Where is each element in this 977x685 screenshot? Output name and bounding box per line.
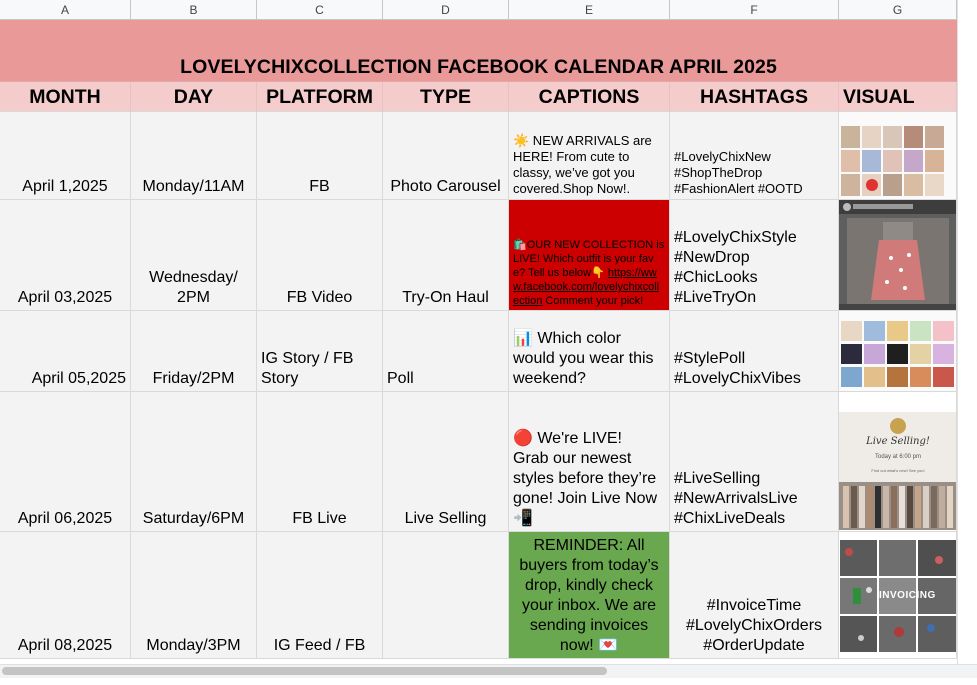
header-hashtags[interactable]: HASHTAGS bbox=[670, 82, 839, 112]
column-header-c[interactable]: C bbox=[257, 0, 383, 20]
caption-text: REMINDER: All buyers from today’s drop, kindly check your inbox. We are sending invoices now! 💌 bbox=[519, 537, 659, 654]
month-text: April 03,2025 bbox=[17, 289, 113, 306]
hashtags-text: #StylePoll #LovelyChixVibes bbox=[674, 350, 801, 387]
platform-text: FB bbox=[309, 178, 330, 195]
cell-month[interactable] bbox=[0, 532, 131, 659]
cell-platform[interactable] bbox=[257, 200, 383, 311]
day-text: Monday/3PM bbox=[146, 637, 241, 654]
cell-caption[interactable] bbox=[509, 311, 670, 392]
type-text: Live Selling bbox=[404, 510, 487, 527]
platform-text: IG Feed / FB bbox=[273, 637, 366, 654]
try-on-video-image bbox=[839, 200, 957, 311]
header-captions[interactable]: CAPTIONS bbox=[509, 82, 670, 112]
cell-platform[interactable] bbox=[257, 112, 383, 200]
cell-type[interactable] bbox=[383, 311, 509, 392]
live-selling-poster bbox=[839, 412, 957, 530]
column-header-a[interactable]: A bbox=[0, 0, 131, 20]
type-text: Try-On Haul bbox=[402, 289, 489, 306]
cell-hashtags[interactable] bbox=[670, 311, 839, 392]
cell-day[interactable] bbox=[131, 311, 257, 392]
hashtags-text: #LovelyChixStyle #NewDrop #ChicLooks #LiveTryOn bbox=[674, 229, 797, 306]
cell-platform[interactable] bbox=[257, 311, 383, 392]
day-text: Wednesday/ 2PM bbox=[149, 269, 238, 306]
header-visual[interactable]: VISUAL bbox=[839, 82, 957, 112]
visual-thumbnail[interactable] bbox=[839, 200, 957, 311]
type-text: Poll bbox=[387, 370, 414, 387]
cell-month[interactable] bbox=[0, 112, 131, 200]
sheet-right-margin bbox=[957, 0, 977, 664]
bar-chart-icon: 📊 bbox=[513, 330, 533, 347]
cell-type[interactable] bbox=[383, 392, 509, 532]
type-text: Photo Carousel bbox=[390, 178, 501, 195]
day-text: Saturday/6PM bbox=[142, 510, 245, 527]
day-text: Friday/2PM bbox=[152, 370, 235, 387]
cell-type[interactable] bbox=[383, 532, 509, 659]
cell-month[interactable] bbox=[0, 392, 131, 532]
day-text: Monday/11AM bbox=[142, 178, 245, 195]
hashtags-text: #LiveSelling #NewArrivalsLive #ChixLiveDeals bbox=[674, 470, 798, 527]
column-header-d[interactable]: D bbox=[383, 0, 509, 20]
clothing-grid-image bbox=[839, 112, 957, 200]
cell-platform[interactable] bbox=[257, 392, 383, 532]
visual-thumbnail[interactable] bbox=[839, 392, 957, 532]
cell-hashtags[interactable] bbox=[670, 200, 839, 311]
color-options-image bbox=[839, 311, 957, 392]
caption-text: 📊 Which color would you wear this weekend? bbox=[513, 330, 654, 387]
cell-day[interactable] bbox=[131, 392, 257, 532]
month-text: April 06,2025 bbox=[17, 510, 113, 527]
cell-type[interactable] bbox=[383, 112, 509, 200]
poster-time: Today at 6:00 pm bbox=[874, 454, 922, 460]
platform-text: IG Story / FB Story bbox=[261, 350, 354, 387]
caption-text: 🔴 We're LIVE! Grab our newest styles before they’re gone! Join Live Now📲 bbox=[513, 430, 658, 527]
sun-icon: ☀️ bbox=[513, 133, 530, 148]
cell-caption[interactable] bbox=[509, 532, 670, 659]
header-platform[interactable]: PLATFORM bbox=[257, 82, 383, 112]
poster-subtitle: Find out what's new! See you! bbox=[871, 468, 925, 473]
cell-hashtags[interactable] bbox=[670, 532, 839, 659]
column-header-b[interactable]: B bbox=[131, 0, 257, 20]
cell-type[interactable] bbox=[383, 200, 509, 311]
month-text: April 1,2025 bbox=[22, 178, 108, 195]
platform-text: FB Video bbox=[286, 289, 353, 306]
hashtags-text: #LovelyChixNew #ShopTheDrop #FashionAlert #OOTD bbox=[674, 149, 803, 196]
sheet-title: LOVELYCHIXCOLLECTION FACEBOOK CALENDAR APRIL 2025 bbox=[180, 56, 777, 78]
shopping-bag-icon: 🛍️ bbox=[513, 239, 527, 251]
cell-month[interactable] bbox=[0, 200, 131, 311]
column-header-f[interactable]: F bbox=[670, 0, 839, 20]
horizontal-scrollbar-thumb[interactable] bbox=[2, 667, 607, 675]
cell-month[interactable] bbox=[0, 311, 131, 392]
column-header-g[interactable]: G bbox=[839, 0, 957, 20]
cell-caption[interactable] bbox=[509, 112, 670, 200]
visual-thumbnail[interactable] bbox=[839, 311, 957, 392]
cell-hashtags[interactable] bbox=[670, 392, 839, 532]
cell-day[interactable] bbox=[131, 112, 257, 200]
header-day[interactable]: DAY bbox=[131, 82, 257, 112]
cell-day[interactable] bbox=[131, 200, 257, 311]
header-type[interactable]: TYPE bbox=[383, 82, 509, 112]
cell-caption[interactable] bbox=[509, 200, 670, 311]
cell-day[interactable] bbox=[131, 532, 257, 659]
cell-platform[interactable] bbox=[257, 532, 383, 659]
platform-text: FB Live bbox=[292, 510, 347, 527]
caption-text: ☀️ NEW ARRIVALS are HERE! From cute to classy, we’ve got you covered.Shop Now!. bbox=[513, 133, 652, 196]
caption-text: 🛍️OUR NEW COLLECTION is LIVE! Which outfit is your fave? Tell us below👇 https://www.facebook.com/lovelychixcollection Comment your pick! bbox=[513, 239, 665, 307]
visual-thumbnail[interactable] bbox=[839, 112, 957, 200]
hashtags-text: #InvoiceTime #LovelyChixOrders #OrderUpdate bbox=[685, 597, 823, 654]
visual-thumbnail[interactable] bbox=[839, 532, 957, 659]
facebook-link[interactable]: https://www.facebook.com/lovelychixcollection bbox=[513, 267, 660, 307]
red-dot-icon: 🔴 bbox=[513, 430, 533, 447]
poster-title: Live Selling! bbox=[866, 436, 930, 447]
column-header-e[interactable]: E bbox=[509, 0, 670, 20]
cell-hashtags[interactable] bbox=[670, 112, 839, 200]
month-text: April 05,2025 bbox=[31, 370, 126, 387]
month-text: April 08,2025 bbox=[17, 637, 113, 654]
header-month[interactable]: MONTH bbox=[0, 82, 131, 112]
cell-caption[interactable] bbox=[509, 392, 670, 532]
invoice-overlay-text: INVOICING bbox=[879, 590, 936, 601]
